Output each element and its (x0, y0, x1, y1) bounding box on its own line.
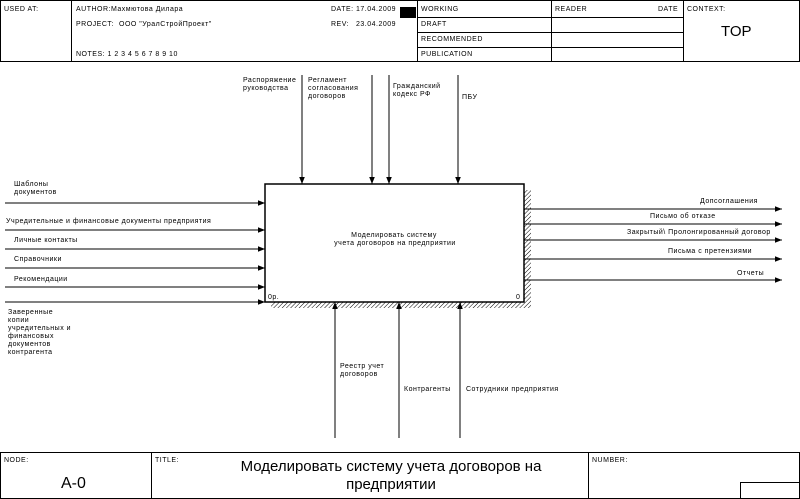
node-value: A-0 (61, 475, 86, 492)
output-label: Отчеты (737, 270, 765, 277)
input-label: Шаблоны документов (14, 181, 57, 196)
project-label: PROJECT: (76, 21, 114, 28)
context-label: CONTEXT: (687, 6, 726, 13)
footer-frame (0, 452, 800, 499)
notes-label: NOTES: 1 2 3 4 5 6 7 8 9 10 (76, 51, 178, 58)
control-label: Регламент согласования договоров (308, 77, 359, 100)
node-label: NODE: (4, 457, 29, 464)
activity-label-line1: Моделировать систему (351, 232, 437, 239)
output-label: Письмо об отказе (650, 213, 716, 220)
author-label: AUTHOR: (76, 6, 111, 13)
output-label: Закрытый\ Пролонгированный договор (627, 229, 771, 236)
input-label: Заверенные копии учредительных и финансовых документов контрагента (8, 309, 72, 356)
output-label: Допсоглашения (700, 198, 758, 205)
date-label: DATE: (331, 6, 354, 13)
author-value: Махмютова Дилара (111, 6, 184, 13)
page-box (740, 482, 799, 498)
reader-label: READER (555, 6, 588, 13)
reader-date-label: DATE (658, 6, 679, 13)
control-label: Гражданский кодекс РФ (393, 83, 441, 98)
mechanism-label: Реестр учет договоров (340, 363, 385, 378)
context-value: TOP (721, 23, 752, 40)
project-value: ООО "УралСтройПроект" (119, 21, 212, 28)
rev-value: 23.04.2009 (356, 21, 397, 28)
input-label: Учредительные и финансовые документы предприятия (6, 218, 212, 225)
divider (588, 453, 589, 498)
status-working: WORKING (421, 6, 459, 13)
number-label: NUMBER: (592, 457, 628, 464)
control-label: ПБУ (462, 94, 478, 101)
divider (151, 453, 152, 498)
date-value: 17.04.2009 (356, 6, 397, 13)
control-label: Распоряжение руководства (243, 77, 297, 92)
status-publication: PUBLICATION (421, 51, 473, 58)
mechanism-label: Сотрудники предприятия (466, 386, 559, 393)
input-label: Личные контакты (14, 237, 78, 244)
activity-label-line2: учета договоров на предприятии (334, 240, 456, 247)
output-label: Письма с претензиями (668, 248, 753, 255)
status-recommended: RECOMMENDED (421, 36, 483, 43)
mechanism-label: Контрагенты (404, 386, 451, 393)
used-at-label: USED AT: (4, 6, 39, 13)
input-label: Рекомендации (14, 276, 68, 283)
title-label: TITLE: (155, 457, 180, 464)
activity-cost: 0р. (268, 294, 280, 301)
input-label: Справочники (14, 256, 62, 263)
rev-label: REV: (331, 21, 350, 28)
activity-number: 0 (516, 294, 521, 301)
diagram-title: Моделировать систему учета договоров на предприятии (240, 458, 542, 493)
status-draft: DRAFT (421, 21, 447, 28)
